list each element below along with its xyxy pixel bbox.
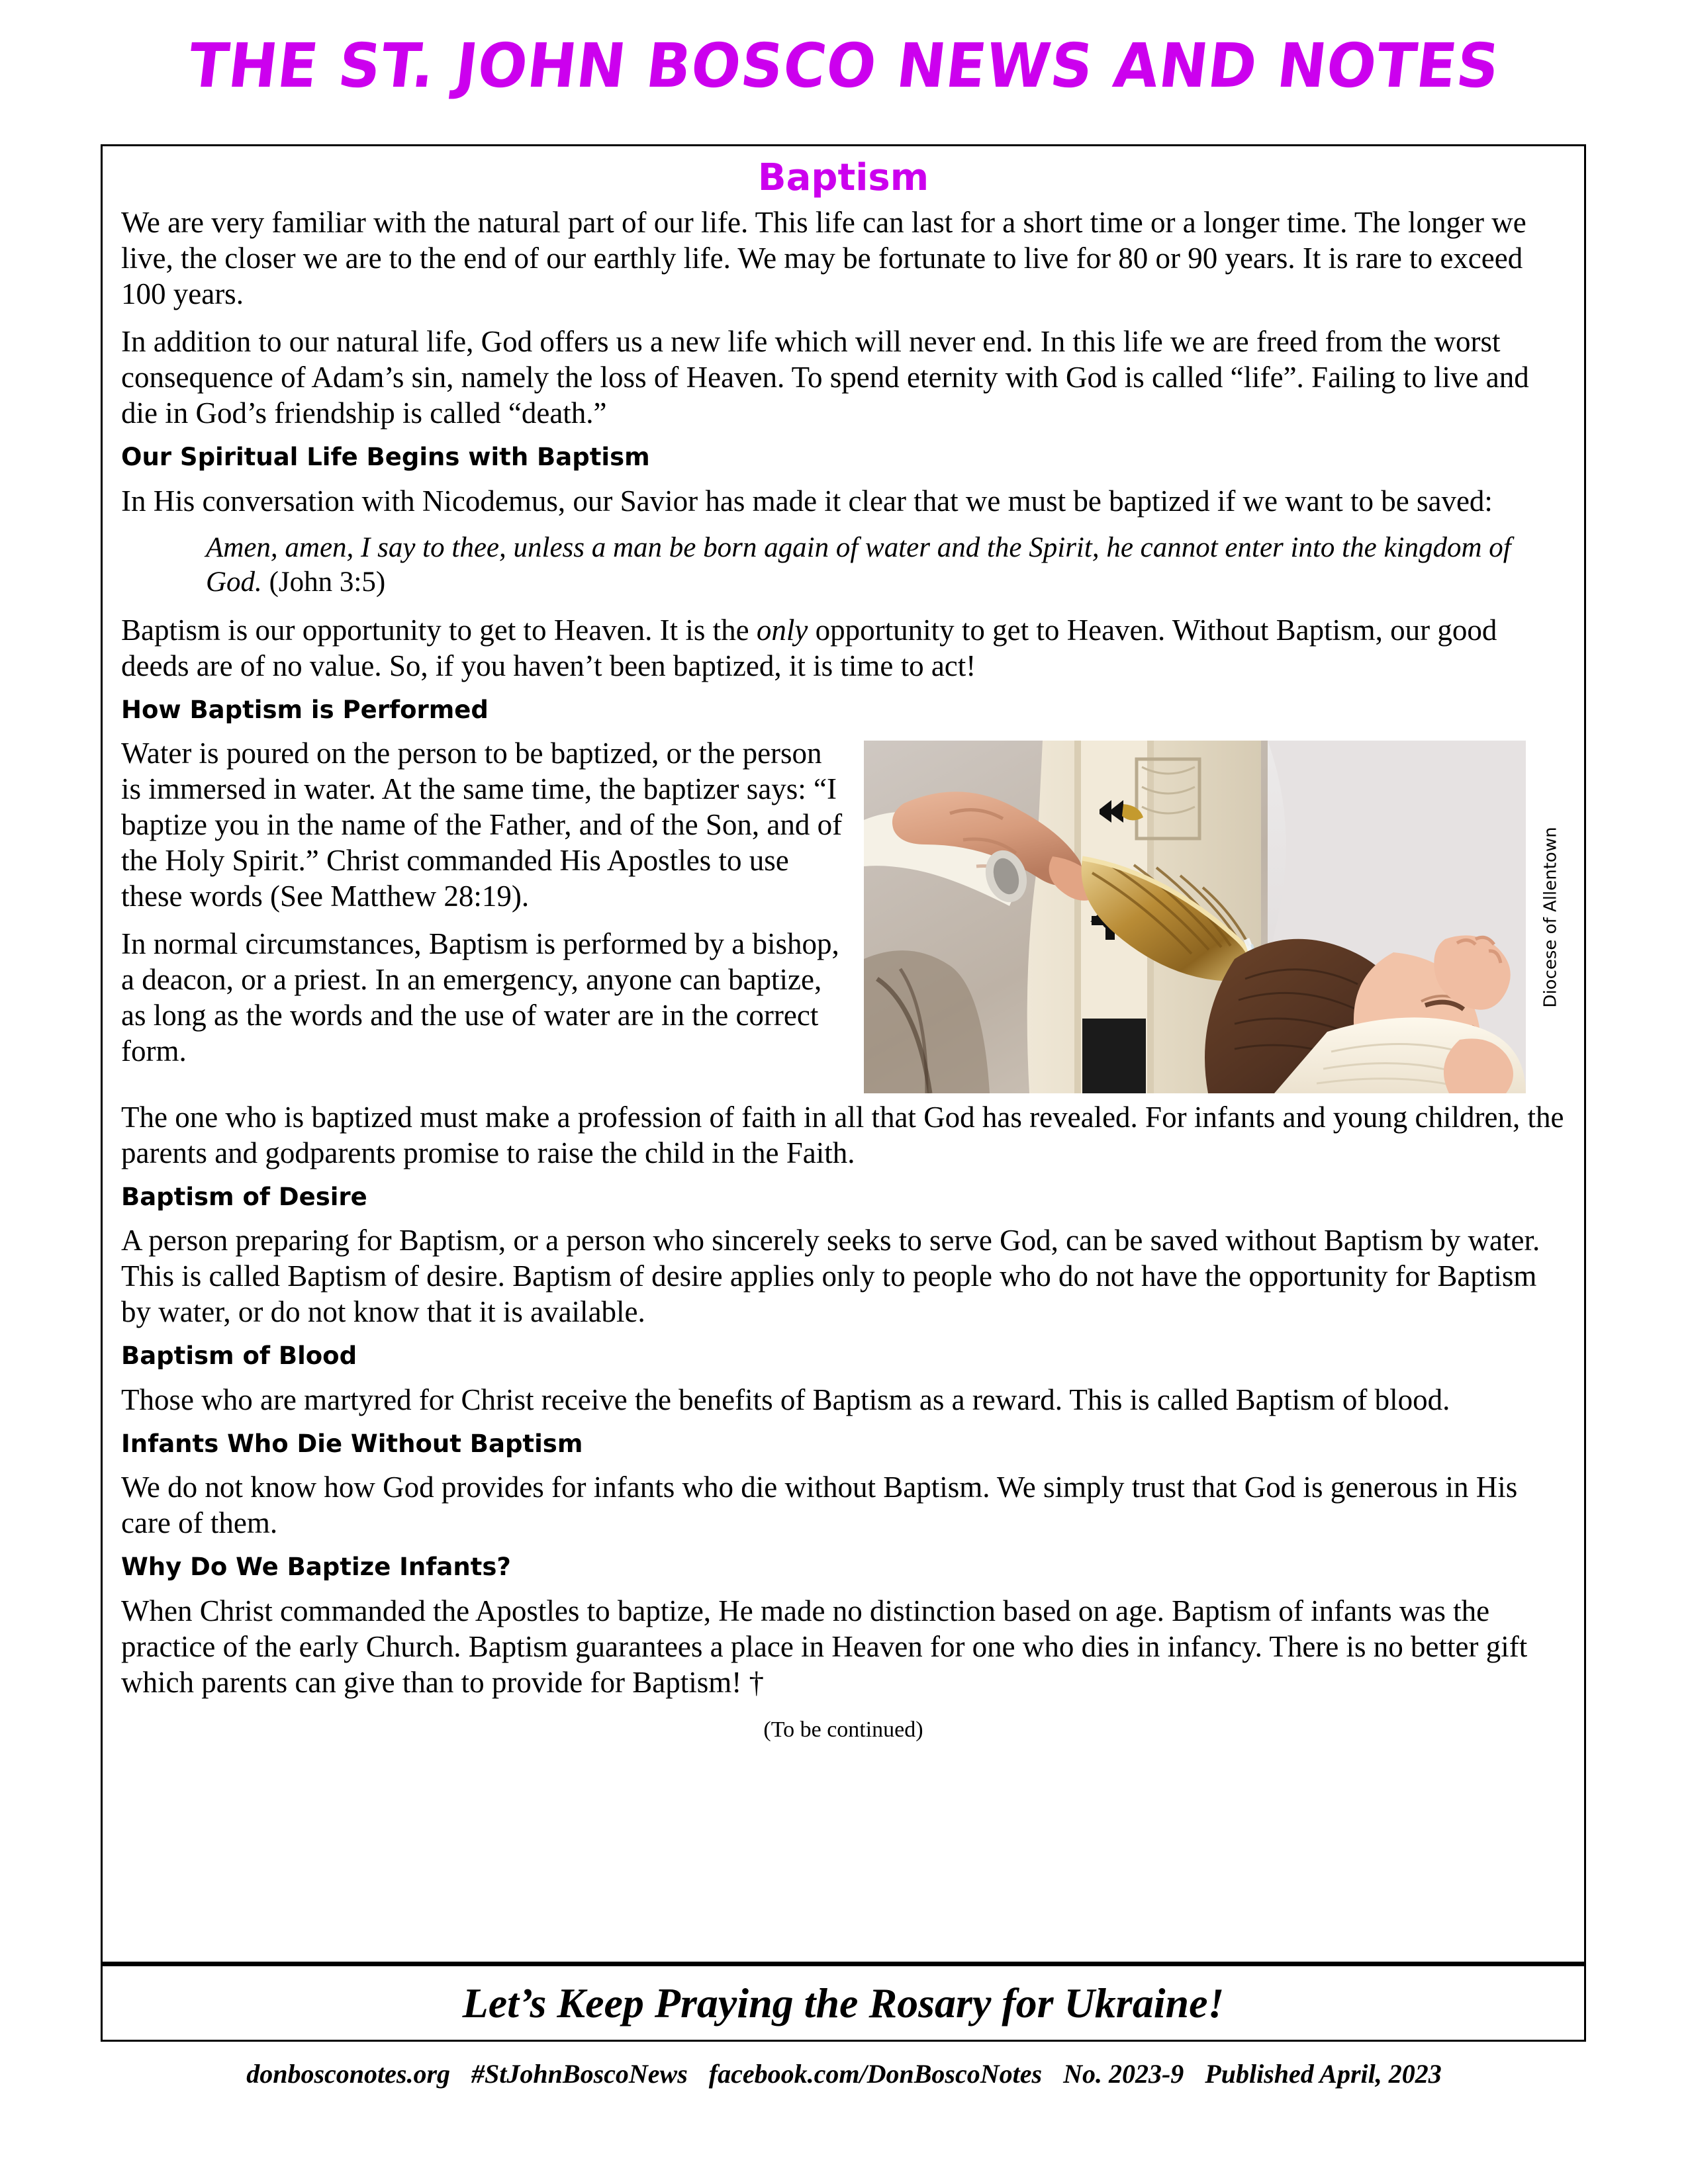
- photo-block: [864, 741, 1566, 1095]
- ukraine-rosary-banner-text: Let’s Keep Praying the Rosary for Ukraine!: [462, 1979, 1225, 2026]
- subheading-baptism-of-blood: Baptism of Blood: [121, 1342, 357, 1371]
- to-be-continued-note: (To be continued): [763, 1717, 923, 1742]
- scripture-quote-text: Amen, amen, I say to thee, unless a man be born again of water and the Spirit, he cannot enter into the kingdom of God.: [206, 531, 1511, 598]
- footer-website[interactable]: donbosconotes.org: [246, 2059, 451, 2089]
- photo-credit: [1532, 741, 1570, 1093]
- paragraph-nicodemus: In His conversation with Nicodemus, our Savior has made it clear that we must be baptized if we want to be saved:: [121, 484, 1493, 518]
- footer-published-date: Published April, 2023: [1205, 2059, 1442, 2089]
- footer-hashtag[interactable]: #StJohnBoscoNews: [471, 2059, 688, 2089]
- baptism-photo: [864, 741, 1526, 1093]
- footer-facebook[interactable]: facebook.com/DonBoscoNotes: [708, 2059, 1043, 2089]
- subheading-baptism-of-desire: Baptism of Desire: [121, 1183, 367, 1212]
- ukraine-rosary-banner: [101, 1964, 1586, 2042]
- footer-issue-number: No. 2023-9: [1063, 2059, 1184, 2089]
- subheading-why-baptize-infants: Why Do We Baptize Infants?: [121, 1553, 511, 1582]
- paragraph-water-poured: Water is poured on the person to be baptized, or the person is immersed in water. At the same time, the baptizer says: “I baptize you in the name of the Father, and of the Son, and of the Holy Spirit.” Christ commanded His Apostles to use these words (See Matthew 28:19).: [121, 737, 843, 913]
- paragraph-only-opportunity-part2: opportunity to get to Heaven. Without Baptism, our good deeds are of no value. So, if you haven’t been baptized, it is time to act!: [121, 613, 1497, 682]
- article-title: Baptism: [757, 156, 929, 199]
- masthead: [0, 30, 1688, 101]
- paragraph-baptism-of-blood: Those who are martyred for Christ receive the benefits of Baptism as a reward. This is called Baptism of blood.: [121, 1383, 1450, 1416]
- subheading-spiritual-life: Our Spiritual Life Begins with Baptism: [121, 443, 650, 472]
- paragraph-new-life: In addition to our natural life, God offers us a new life which will never end. In this life we are freed from the worst consequence of Adam’s sin, namely the loss of Heaven. To spend eternity with God is called “life”. Failing to live and die in God’s friendship is called “death.”: [121, 325, 1529, 430]
- subheading-how-performed: How Baptism is Performed: [121, 695, 489, 724]
- subheading-infants-who-die: Infants Who Die Without Baptism: [121, 1429, 583, 1458]
- footer: [0, 2058, 1688, 2089]
- article-container: [101, 144, 1586, 1964]
- paragraph-baptism-of-desire: A person preparing for Baptism, or a person who sincerely seeks to serve God, can be saved without Baptism by water. This is called Baptism of desire. Baptism of desire applies only to people who do not have the opportunity for Baptism by water, or do not know that it is available.: [121, 1224, 1540, 1329]
- photo-credit-text: Diocese of Allentown: [1541, 827, 1562, 1008]
- scripture-reference: (John 3:5): [269, 567, 386, 598]
- paragraph-normal-circumstances: In normal circumstances, Baptism is performed by a bishop, a deacon, or a priest. In an emergency, anyone can baptize, as long as the words and the use of water are in the correct form.: [121, 927, 839, 1068]
- paragraph-infants-who-die: We do not know how God provides for infants who die without Baptism. We simply trust that God is generous in His care of them.: [121, 1471, 1518, 1540]
- newsletter-title: THE ST. JOHN BOSCO NEWS AND NOTES: [185, 30, 1504, 101]
- emphasis-only: only: [756, 613, 808, 647]
- scripture-quote: [121, 531, 1566, 600]
- paragraph-natural-life: We are very familiar with the natural part of our life. This life can last for a short time or a longer time. The longer we live, the closer we are to the end of our earthly life. We may be fortunate to live for 80 or 90 years. It is rare to exceed 100 years.: [121, 206, 1526, 311]
- paragraph-profession-of-faith: The one who is baptized must make a profession of faith in all that God has revealed. For infants and young children, the parents and godparents promise to raise the child in the Faith.: [121, 1101, 1564, 1170]
- paragraph-only-opportunity: [121, 612, 1566, 684]
- paragraph-why-baptize-infants: When Christ commanded the Apostles to baptize, He made no distinction based on age. Baptism of infants was the practice of the early Church. Baptism guarantees a place in Heaven for one who dies in infancy. There is no better gift which parents can give than to provide for Baptism! †: [121, 1594, 1528, 1699]
- paragraph-only-opportunity-part1: Baptism is our opportunity to get to Heaven. It is the: [121, 613, 757, 647]
